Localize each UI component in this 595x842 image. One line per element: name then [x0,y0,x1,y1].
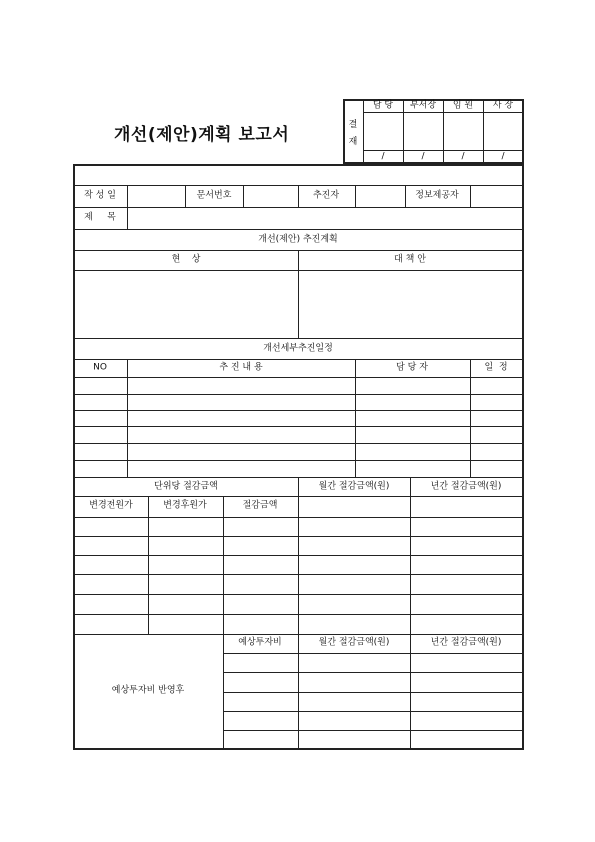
approval-label-top: 결 [348,120,358,130]
approval-role-manager: 부서장 [409,100,437,111]
approval-role-staff: 담 당 [372,100,394,111]
yearly-saving-label: 년간 절감금액(원) [430,481,502,492]
after-cost-label: 변경후원가 [163,500,207,511]
investment-monthly-label: 월간 절감금액(원) [318,637,390,648]
approval-date-slash-3: / [461,151,465,162]
schedule-col-content: 추 진 내 용 [219,362,263,373]
countermeasure-label: 대 책 안 [394,254,426,265]
schedule-col-no: NO [93,362,107,373]
approval-date-slash-2: / [421,151,425,162]
info-provider-label: 정보제공자 [415,190,459,201]
expected-investment-label: 예상투자비 [238,637,282,648]
approval-role-president: 사 장 [492,100,514,111]
approval-date-slash-1: / [381,151,385,162]
approval-label-bottom: 재 [348,137,358,147]
approval-date-slash-4: / [501,151,505,162]
subject-label: 제 목 [84,212,116,223]
plan-header: 개선(제안) 추진계획 [258,234,338,245]
schedule-col-date: 일 정 [484,362,508,373]
unit-saving-label: 단위당 절감금액 [154,481,218,492]
after-investment-label: 예상투자비 반영후 [111,685,185,696]
current-state-label: 현 상 [171,254,201,265]
investment-yearly-label: 년간 절감금액(원) [430,637,502,648]
date-label: 작 성 일 [84,190,116,201]
monthly-saving-label: 월간 절감금액(원) [318,481,390,492]
document-title: 개선(제안)계획 보고서 [114,125,290,145]
before-cost-label: 변경전원가 [89,500,133,511]
approval-role-executive: 임 원 [452,100,474,111]
promoter-label: 추진자 [312,190,340,201]
saving-amount-label: 절감금액 [242,500,278,511]
schedule-header: 개선세부추진일정 [263,343,333,354]
document-number-label: 문서번호 [196,190,232,201]
schedule-col-owner: 담 당 자 [396,362,428,373]
